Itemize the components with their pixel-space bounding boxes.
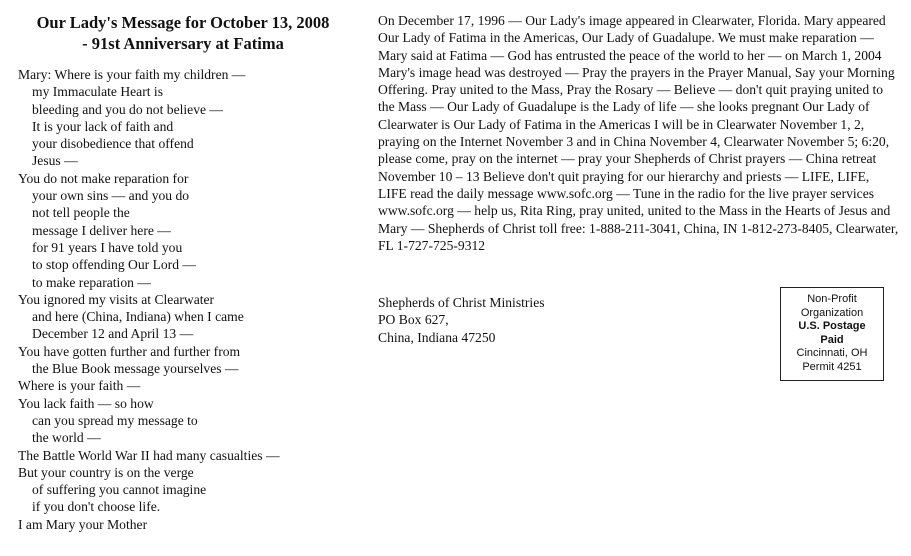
message-line bbox=[18, 291, 348, 308]
message-line bbox=[18, 412, 348, 429]
message-line bbox=[18, 101, 348, 118]
message-line bbox=[18, 170, 348, 187]
message-line bbox=[18, 118, 348, 135]
left-column bbox=[18, 12, 348, 533]
message-line-text: of suffering you cannot imagine bbox=[32, 482, 207, 498]
message-line bbox=[18, 429, 348, 446]
permit-line-6: Permit 4251 bbox=[802, 360, 862, 373]
message-line-text: message I deliver here — bbox=[32, 222, 171, 238]
message-line-text: the Blue Book message yourselves — bbox=[32, 361, 239, 377]
message-line bbox=[18, 187, 348, 204]
message-line bbox=[18, 239, 348, 256]
message-line bbox=[18, 135, 348, 152]
title-line-2: - 91st Anniversary at Fatima bbox=[82, 34, 284, 53]
address-street: PO Box 627, bbox=[378, 312, 449, 328]
message-line-text: if you don't choose life. bbox=[32, 499, 161, 515]
message-line-text: and here (China, Indiana) when I came bbox=[32, 309, 244, 325]
message-line bbox=[18, 481, 348, 498]
message-line-text: to stop offending Our Lord — bbox=[32, 257, 196, 273]
speaker-label: Mary: bbox=[18, 67, 52, 82]
message-line bbox=[18, 152, 348, 169]
message-line-text: Jesus — bbox=[32, 153, 78, 169]
message-line bbox=[18, 447, 348, 464]
message-line-text: December 12 and April 13 — bbox=[32, 326, 194, 342]
message-line bbox=[18, 308, 348, 325]
message-line bbox=[18, 377, 348, 394]
message-line-text: You lack faith — so how bbox=[18, 395, 154, 411]
permit-line-3: U.S. Postage bbox=[798, 320, 866, 332]
message-line-text: Where is your faith — bbox=[18, 378, 141, 394]
message-line-text: your own sins — and you do bbox=[32, 188, 190, 204]
message-line bbox=[18, 360, 348, 377]
postage-permit-box bbox=[780, 287, 884, 381]
message-line bbox=[18, 498, 348, 515]
message-line bbox=[18, 464, 348, 481]
message-line-text: But your country is on the verge bbox=[18, 464, 194, 480]
permit-line-5: Cincinnati, OH bbox=[796, 347, 868, 359]
page-title bbox=[18, 12, 348, 54]
address-city: China, Indiana 47250 bbox=[378, 329, 496, 345]
message-line-text: not tell people the bbox=[32, 205, 130, 221]
message-line-text: the world — bbox=[32, 430, 101, 446]
message-line-text: I am Mary your Mother bbox=[18, 516, 148, 532]
message-line-text: bleeding and you do not believe — bbox=[32, 101, 224, 117]
address-name: Shepherds of Christ Ministries bbox=[378, 295, 545, 310]
mailing-address bbox=[378, 294, 545, 346]
message-line-text: to make reparation — bbox=[32, 274, 151, 290]
permit-line-1: Non-Profit bbox=[807, 293, 857, 305]
message-line bbox=[18, 66, 348, 83]
message-line-text: can you spread my message to bbox=[32, 412, 198, 428]
message-line bbox=[18, 256, 348, 273]
announcement-paragraph: On December 17, 1996 — Our Lady's image appeared in Clearwater, Florida. Mary appeared Our Lady of Fatima in the Americas, Our Lady of Guadalupe. We must make reparation — Mary said at Fatima — God has entrusted the peace of the world to her — on March 1, 2004 Mary's image head was destroyed — Pray the prayers in the Prayer Manual, Say your Morning Offering. Pray united to the Mass, Pray the Rosary — Believe — don't quit praying united to the Mass — Our Lady of Guadalupe is the Lady of life — she looks pregnant Our Lady of Clearwater is Our Lady of Fatima in the Americas I will be in Clearwater November 1, 2, praying on the Internet November 3 and in China November 4, Clearwater November 5; 6:20, please come, pray on the internet — pray your Shepherds of Christ prayers — China retreat November 10 – 13 Believe don't quit praying for our hierarchy and priests — LIFE, LIFE, LIFE read the daily message www.sofc.org — Tune in the radio for the live prayer services www.sofc.org — help us, Rita Ring, pray united, united to the Mass in the Hearts of Jesus and Mary — Shepherds of Christ toll free: 1-888-211-3041, China, IN 1-812-273-8405, Clearwater, FL 1-727-725-9312 bbox=[378, 13, 899, 253]
message-line-text: You ignored my visits at Clearwater bbox=[18, 291, 215, 307]
message-line bbox=[18, 395, 348, 412]
message-line bbox=[18, 325, 348, 342]
message-line-text: You do not make reparation for bbox=[18, 170, 189, 186]
message-line bbox=[18, 83, 348, 100]
message-line-text: your disobedience that offend bbox=[32, 136, 194, 152]
title-line-1: Our Lady's Message for October 13, 2008 bbox=[36, 13, 330, 32]
message-line bbox=[18, 204, 348, 221]
message-line-text: Where is your faith my children — bbox=[54, 67, 246, 82]
message-line-text: The Battle World War II had many casualties — bbox=[18, 447, 280, 463]
permit-line-4: Paid bbox=[820, 333, 844, 346]
message-line bbox=[18, 222, 348, 239]
permit-line-2: Organization bbox=[800, 306, 864, 319]
message-line-text: You have gotten further and further from bbox=[18, 343, 241, 359]
message-line-text: for 91 years I have told you bbox=[32, 239, 183, 255]
message-line-text: my Immaculate Heart is bbox=[32, 84, 163, 100]
message-line bbox=[18, 516, 348, 533]
message-text bbox=[18, 66, 348, 533]
message-line-text: It is your lack of faith and bbox=[32, 118, 174, 134]
message-line bbox=[18, 274, 348, 291]
message-line bbox=[18, 343, 348, 360]
